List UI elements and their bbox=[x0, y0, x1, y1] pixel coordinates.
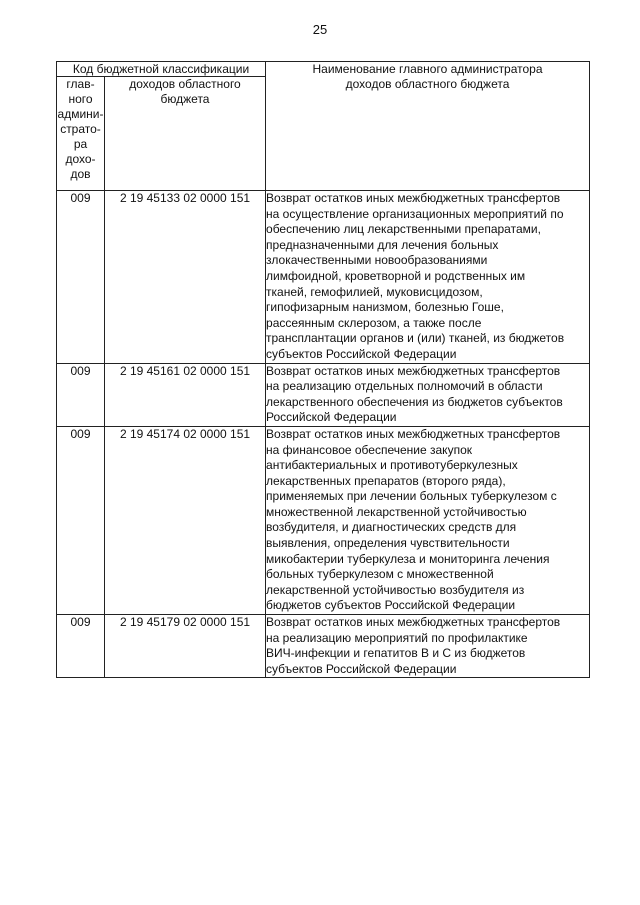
description-cell: Возврат остатков иных межбюджетных трансфертов на реализацию мероприятий по профилактике ВИЧ-инфекции и гепатитов В и С из бюджетов субъектов Российской Федерации bbox=[266, 615, 590, 678]
admin-code-cell: 009 bbox=[57, 615, 105, 678]
description-cell: Возврат остатков иных межбюджетных трансфертов на финансовое обеспечение закупок антибактериальных и противотуберкулезных лекарственных препаратов (второго ряда), применяемых при лечении больных туберкулезом с множественной лекарственной устойчивостью возбудителя, и диагностических средств для выявления, определения чувствительности микобактерии туберкулеза и мониторинга лечения больных туберкулезом с множественной лекарственной устойчивостью возбудителя из бюджетов субъектов Российской Федерации bbox=[266, 426, 590, 614]
table-header-row-group bbox=[57, 62, 590, 77]
income-code-cell: 2 19 45133 02 0000 151 bbox=[105, 191, 266, 364]
admin-code-cell: 009 bbox=[57, 426, 105, 614]
page-number: 25 bbox=[312, 22, 328, 37]
header-administrator-name: Наименование главного администратора доходов областного бюджета bbox=[266, 62, 590, 191]
description-cell: Возврат остатков иных межбюджетных трансфертов на осуществление организационных мероприятий по обеспечению лиц лекарственными препаратами, предназначенными для лечения больных злокачественными новообразованиями лимфоидной, кроветворной и родственных им тканей, гемофилией, муковисцидозом, гипофизарным нанизмом, болезнью Гоше, рассеянным склерозом, а также после трансплантации органов и (или) тканей, из бюджетов субъектов Российской Федерации bbox=[266, 191, 590, 364]
income-code-cell: 2 19 45179 02 0000 151 bbox=[105, 615, 266, 678]
income-code-cell: 2 19 45174 02 0000 151 bbox=[105, 426, 266, 614]
header-income-code: доходов областного бюджета bbox=[105, 77, 266, 191]
table-row bbox=[57, 191, 590, 364]
table-row bbox=[57, 363, 590, 426]
description-cell: Возврат остатков иных межбюджетных трансфертов на реализацию отдельных полномочий в области лекарственного обеспечения из бюджетов субъектов Российской Федерации bbox=[266, 363, 590, 426]
table-row bbox=[57, 615, 590, 678]
income-code-cell: 2 19 45161 02 0000 151 bbox=[105, 363, 266, 426]
header-budget-classification-code: Код бюджетной классификации bbox=[57, 62, 266, 77]
admin-code-cell: 009 bbox=[57, 363, 105, 426]
table-row bbox=[57, 426, 590, 614]
header-admin-code: глав- ного админи- страто- ра дохо- дов bbox=[57, 77, 105, 191]
budget-classification-table bbox=[56, 61, 590, 678]
admin-code-cell: 009 bbox=[57, 191, 105, 364]
